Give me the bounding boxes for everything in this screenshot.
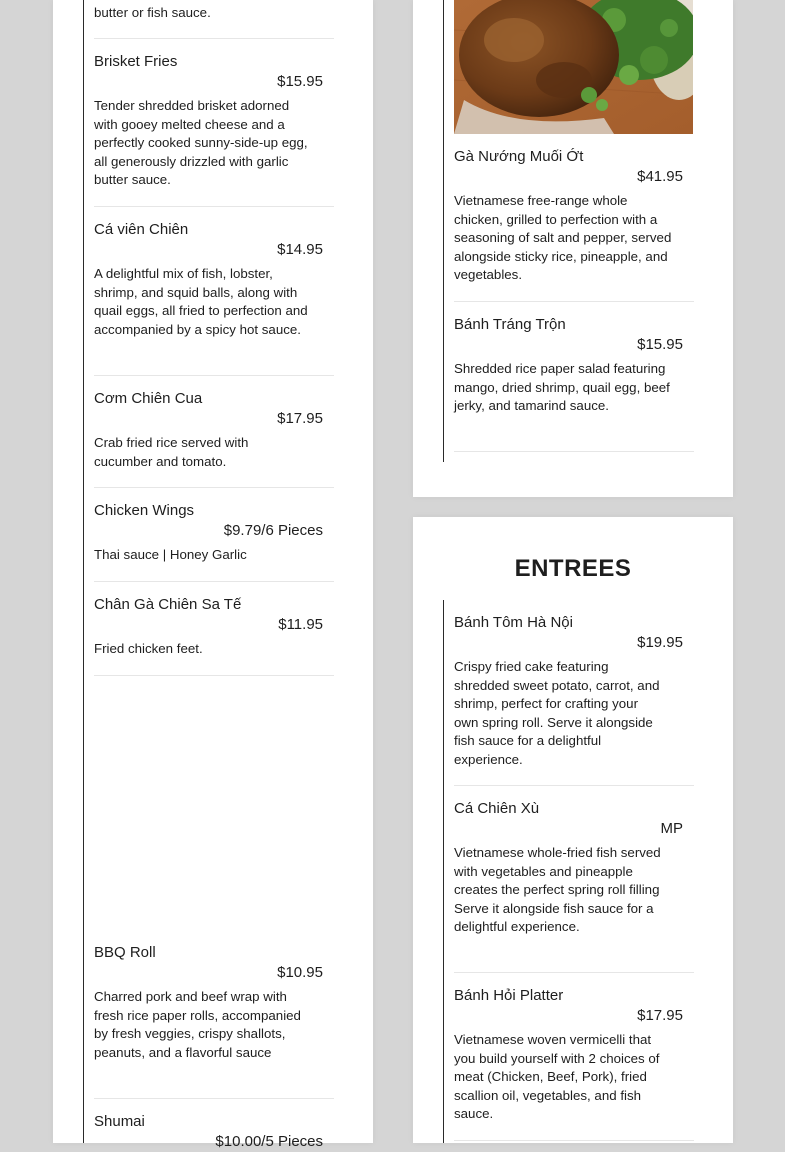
entrees-vertical-rule: [443, 600, 444, 1143]
item-description: Crispy fried cake featuring shredded sweet potato, carrot, and shrimp, perfect for crafting your own spring roll. Serve it alongside fish sauce for a delightful experience.: [454, 659, 660, 767]
item-description: Shredded rice paper salad featuring mango, dried shrimp, quail egg, beef jerky, and tamarind sauce.: [454, 361, 670, 414]
item-price: $17.95: [637, 1007, 683, 1024]
menu-item-ca-vien-chien[interactable]: [94, 220, 323, 339]
item-description: A delightful mix of fish, lobster, shrimp, and squid balls, along with quail eggs, all fried to perfection and accompanied by a spicy hot sauce.: [94, 266, 308, 337]
item-description: Vietnamese whole-fried fish served with vegetables and pineapple creates the perfect spring roll filling Serve it alongside fish sauce for a delightful experience.: [454, 845, 661, 935]
menu-item-ga-nuong-muoi-ot[interactable]: [454, 147, 683, 285]
item-price: $19.95: [637, 634, 683, 651]
item-price: $14.95: [277, 241, 323, 258]
item-price: $10.00/5 Pieces: [215, 1133, 323, 1150]
menu-item-bbq-roll[interactable]: [94, 943, 323, 1062]
menu-item-shumai[interactable]: [94, 1112, 323, 1152]
item-name: Gà Nướng Muối Ớt: [454, 148, 584, 165]
partial-item: [94, 4, 314, 23]
menu-item-chicken-wings[interactable]: [94, 501, 323, 565]
divider: [94, 675, 334, 676]
item-price: $41.95: [637, 168, 683, 185]
item-name: Cá viên Chiên: [94, 221, 189, 238]
entrees-title: ENTREES: [514, 555, 632, 582]
divider: [454, 972, 694, 973]
right-top-vertical-rule: [443, 0, 444, 462]
item-description: Tender shredded brisket adorned with gooey melted cheese and a perfectly cooked sunny-side-up egg, all generously drizzled with garlic butter sauce.: [94, 98, 308, 188]
item-name: Cơm Chiên Cua: [94, 390, 203, 407]
item-name: Shumai: [94, 1113, 145, 1130]
item-price: MP: [660, 820, 683, 837]
item-price: $9.79/6 Pieces: [223, 522, 323, 539]
divider: [94, 487, 334, 488]
item-description: Fried chicken feet.: [94, 641, 203, 656]
divider: [454, 1140, 694, 1141]
item-name: Chân Gà Chiên Sa Tế: [94, 596, 242, 613]
menu-item-banh-trang-tron[interactable]: [454, 315, 683, 416]
item-price: $11.95: [278, 616, 323, 633]
item-name: BBQ Roll: [94, 944, 156, 961]
item-price: $15.95: [637, 336, 683, 353]
item-name: Cá Chiên Xù: [454, 800, 540, 817]
item-description: Charred pork and beef wrap with fresh rice paper rolls, accompanied by fresh veggies, crispy shallots, peanuts, and a flavorful sauce: [94, 989, 301, 1060]
item-name: Chicken Wings: [94, 502, 195, 519]
grilled-chicken-photo: [454, 0, 693, 134]
item-description: Crab fried rice served with cucumber and tomato.: [94, 435, 249, 469]
item-description: Thai sauce | Honey Garlic: [94, 547, 247, 562]
divider: [94, 1098, 334, 1099]
item-name: Bánh Tôm Hà Nội: [454, 614, 573, 631]
item-description: Vietnamese free-range whole chicken, grilled to perfection with a seasoning of salt and pepper, served alongside sticky rice, pineapple, and vegetables.: [454, 193, 672, 283]
menu-item-com-chien-cua[interactable]: [94, 389, 323, 471]
item-name: Bánh Tráng Trộn: [454, 316, 566, 333]
divider: [94, 206, 334, 207]
menu-item-banh-tom-ha-noi[interactable]: [454, 613, 683, 770]
menu-item-ca-chien-xu[interactable]: [454, 799, 683, 937]
left-vertical-rule: [83, 0, 84, 1143]
item-price: $15.95: [277, 73, 323, 90]
item-description: Vietnamese woven vermicelli that you build yourself with 2 choices of meat (Chicken, Beef, Pork), fried scallion oil, vegetables, and fish sauce.: [454, 1032, 660, 1122]
partial-item-description: butter or fish sauce.: [94, 5, 211, 20]
item-price: $10.95: [277, 964, 323, 981]
item-price: $17.95: [277, 410, 323, 427]
divider: [94, 375, 334, 376]
menu-item-chan-ga-chien-sa-te[interactable]: [94, 595, 323, 659]
divider: [94, 581, 334, 582]
menu-item-banh-hoi-platter[interactable]: [454, 986, 683, 1124]
item-name: Bánh Hỏi Platter: [454, 987, 564, 1004]
item-name: Brisket Fries: [94, 53, 178, 70]
divider: [454, 451, 694, 452]
divider: [454, 785, 694, 786]
divider: [454, 301, 694, 302]
divider: [94, 38, 334, 39]
menu-item-brisket-fries[interactable]: [94, 52, 323, 190]
